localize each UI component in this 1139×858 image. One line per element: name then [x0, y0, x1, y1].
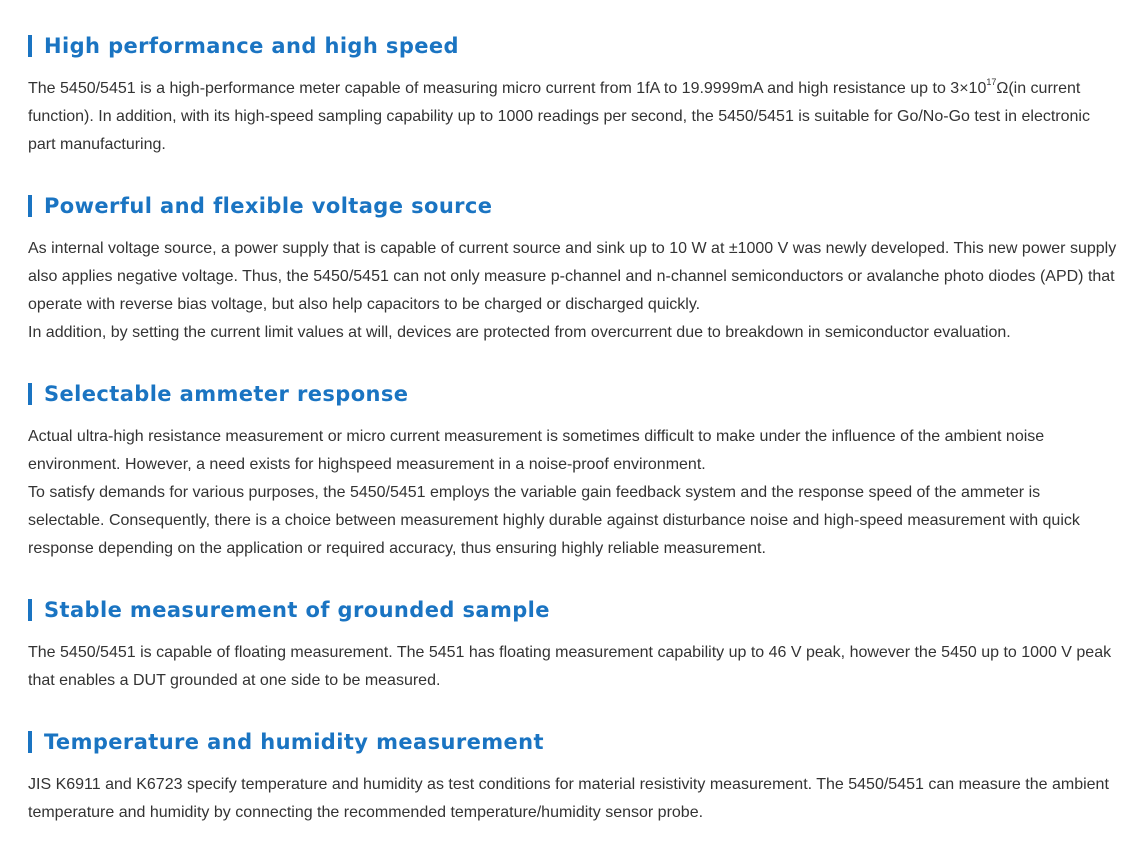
exponent: 17 [986, 77, 997, 87]
section-paragraph: To satisfy demands for various purposes, the 5450/5451 employs the variable gain feedback system and the response speed of the ammeter is selectable. Consequently, there is a choice between measurement highly durable against disturbance noise and high-speed measurement with quick response depending on the application or required accuracy, thus ensuring highly reliable measurement. [28, 484, 1080, 557]
heading-accent-bar [28, 195, 32, 217]
section-paragraph: JIS K6911 and K6723 specify temperature and humidity as test conditions for material resistivity measurement. The 5450/5451 can measure the ambient temperature and humidity by connecting the recommended temperature/humidity sensor probe. [28, 776, 1109, 821]
section-paragraph: As internal voltage source, a power supply that is capable of current source and sink up to 10 W at ±1000 V was newly developed. This new power supply also applies negative voltage. Thus, the 5450/5451 can not only measure p-channel and n-channel semiconductors or avalanche photo diodes (APD) that operate with reverse bias voltage, but also help capacitors to be charged or discharged quickly. [28, 240, 1117, 313]
section-paragraph: In addition, by setting the current limit values at will, devices are protected from overcurrent due to breakdown in semiconductor evaluation. [28, 324, 1011, 341]
heading-text: Selectable ammeter response [44, 382, 409, 406]
section-heading [28, 729, 1118, 755]
heading-accent-bar [28, 599, 32, 621]
section-temperature-humidity [28, 729, 1118, 827]
paragraph-text: The 5450/5451 is a high-performance meter capable of measuring micro current from 1fA to 19.9999mA and high resistance up to 3×10 [28, 80, 987, 97]
section-heading [28, 381, 1118, 407]
section-heading [28, 597, 1118, 623]
section-paragraph: The 5450/5451 is capable of floating measurement. The 5451 has floating measurement capability up to 46 V peak, however the 5450 up to 1000 V peak that enables a DUT grounded at one side to be measured. [28, 644, 1112, 689]
feature-content [28, 33, 1118, 827]
heading-text: Powerful and flexible voltage source [44, 194, 493, 218]
section-voltage-source [28, 193, 1118, 347]
heading-accent-bar [28, 731, 32, 753]
heading-text: Stable measurement of grounded sample [44, 598, 550, 622]
heading-text: High performance and high speed [44, 34, 459, 58]
heading-accent-bar [28, 35, 32, 57]
heading-text: Temperature and humidity measurement [44, 730, 544, 754]
heading-accent-bar [28, 383, 32, 405]
section-heading [28, 193, 1118, 219]
section-high-performance [28, 33, 1118, 159]
section-grounded-sample [28, 597, 1118, 695]
section-paragraph: Actual ultra-high resistance measurement or micro current measurement is sometimes difficult to make under the influence of the ambient noise environment. However, a need exists for highspeed measurement in a noise-proof environment. [28, 428, 1045, 473]
section-heading [28, 33, 1118, 59]
section-paragraph [28, 75, 1118, 159]
section-ammeter-response [28, 381, 1118, 563]
paragraph-text: Ω(in current function). In addition, with its high-speed sampling capability up to 1000 readings per second, the 5450/5451 is suitable for Go/No-Go test in electronic part manufacturing. [28, 80, 1090, 153]
